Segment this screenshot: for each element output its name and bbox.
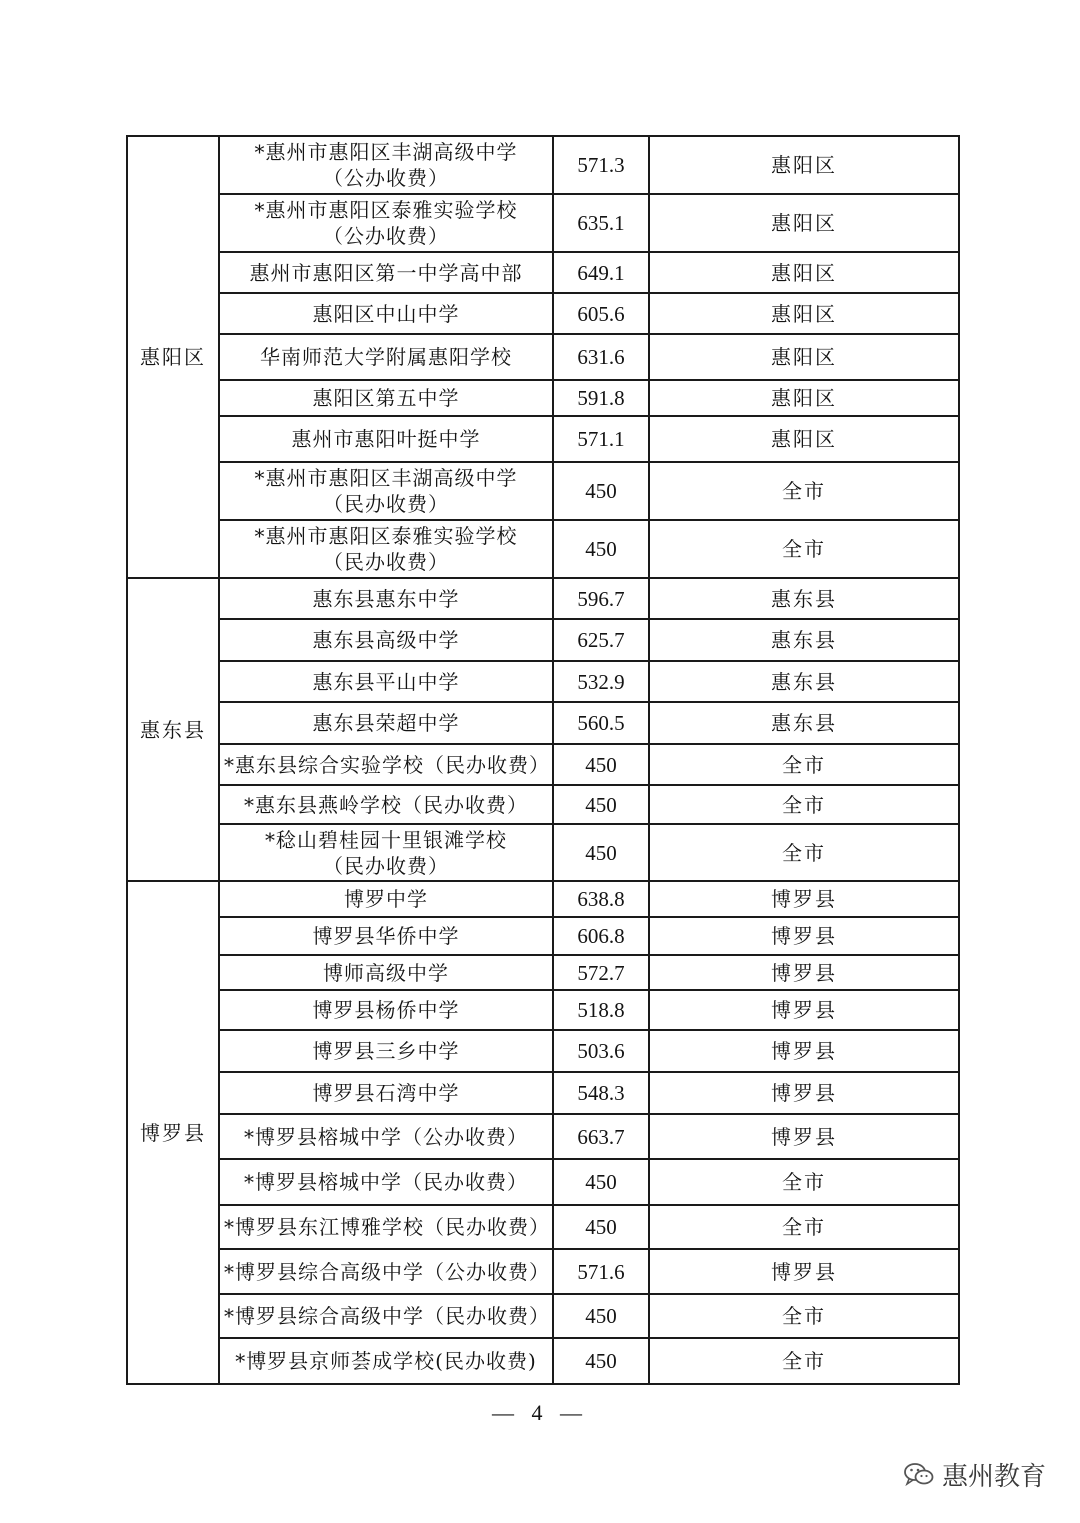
school-name-cell	[219, 619, 553, 661]
school-name-line: *博罗县榕城中学（民办收费）	[244, 1170, 528, 1194]
enrollment-area-cell: 全市	[649, 520, 959, 578]
cutoff-score-cell: 631.6	[553, 334, 649, 380]
school-name-cell	[219, 824, 553, 881]
school-name-cell	[219, 252, 553, 293]
enrollment-area-cell: 惠阳区	[649, 136, 959, 194]
school-name-line: *博罗县榕城中学（公办收费）	[244, 1124, 528, 1149]
school-name-cell	[219, 1030, 553, 1072]
school-name-line: 惠州市惠阳区第一中学高中部	[249, 260, 523, 285]
enrollment-area-cell: 惠阳区	[649, 334, 959, 380]
cutoff-score-cell: 596.7	[553, 578, 649, 619]
school-name-line: （公办收费）	[323, 224, 449, 248]
school-name-line: *博罗县综合高级中学（民办收费）	[224, 1304, 550, 1328]
school-name-cell	[219, 702, 553, 744]
cutoff-score-cell: 450	[553, 1159, 649, 1205]
school-name-cell	[219, 881, 553, 917]
enrollment-area-cell: 全市	[649, 1338, 959, 1384]
school-name-line: （民办收费）	[323, 853, 449, 878]
table-row	[127, 1072, 959, 1114]
enrollment-area-cell: 全市	[649, 1294, 959, 1338]
enrollment-area-cell: 博罗县	[649, 990, 959, 1030]
enrollment-area-cell: 博罗县	[649, 917, 959, 955]
page-number: — 4 —	[492, 1400, 588, 1425]
school-name-cell	[219, 462, 553, 520]
enrollment-area-cell: 全市	[649, 1205, 959, 1249]
cutoff-score-cell: 450	[553, 824, 649, 881]
cutoff-score-cell: 548.3	[553, 1072, 649, 1114]
district-cell: 博罗县	[127, 881, 219, 1384]
school-name-cell	[219, 1205, 553, 1249]
cutoff-score-cell: 450	[553, 1338, 649, 1384]
cutoff-score-cell: 532.9	[553, 661, 649, 702]
enrollment-area-cell: 全市	[649, 462, 959, 520]
cutoff-score-cell: 571.6	[553, 1249, 649, 1294]
school-name-line: 博罗县石湾中学	[312, 1081, 460, 1105]
school-name-line: 博罗县三乡中学	[312, 1039, 460, 1063]
school-name-line: （民办收费）	[323, 550, 449, 574]
district-cell: 惠阳区	[127, 136, 219, 578]
enrollment-area-cell: 博罗县	[649, 881, 959, 917]
school-name-line: （民办收费）	[323, 492, 449, 516]
table-row	[127, 293, 959, 334]
wechat-icon	[904, 1462, 934, 1488]
table-row	[127, 1205, 959, 1249]
table-row	[127, 462, 959, 520]
table-row	[127, 380, 959, 416]
school-name-line: 惠阳区第五中学	[312, 386, 460, 410]
school-name-line: 惠东县高级中学	[312, 628, 460, 652]
table-row	[127, 1159, 959, 1205]
school-name-line: *惠州市惠阳区丰湖高级中学	[254, 466, 518, 490]
table-row	[127, 136, 959, 194]
school-name-line: *惠州市惠阳区泰雅实验学校	[254, 524, 518, 548]
enrollment-area-cell: 博罗县	[649, 1072, 959, 1114]
cutoff-score-cell: 560.5	[553, 702, 649, 744]
cutoff-score-cell: 605.6	[553, 293, 649, 334]
admission-score-table	[126, 135, 960, 1385]
school-name-cell	[219, 1159, 553, 1205]
enrollment-area-cell: 惠阳区	[649, 416, 959, 462]
table-row	[127, 661, 959, 702]
table-row	[127, 1249, 959, 1294]
enrollment-area-cell: 惠东县	[649, 578, 959, 619]
school-name-line: 惠阳区中山中学	[312, 301, 460, 326]
school-name-line: 惠东县平山中学	[312, 669, 460, 694]
enrollment-area-cell: 全市	[649, 1159, 959, 1205]
school-name-line: *惠东县综合实验学校（民办收费）	[224, 752, 550, 777]
school-name-line: 博罗县杨侨中学	[312, 998, 460, 1022]
school-name-cell	[219, 520, 553, 578]
school-name-line: 惠东县惠东中学	[312, 586, 460, 611]
school-name-cell	[219, 293, 553, 334]
cutoff-score-cell: 450	[553, 1294, 649, 1338]
school-name-cell	[219, 334, 553, 380]
table-row	[127, 1294, 959, 1338]
enrollment-area-cell: 惠阳区	[649, 293, 959, 334]
school-name-cell	[219, 1294, 553, 1338]
watermark-text: 惠州教育	[942, 1462, 1047, 1492]
table-row	[127, 520, 959, 578]
school-name-cell	[219, 785, 553, 824]
cutoff-score-cell: 572.7	[553, 955, 649, 990]
school-name-line: *博罗县综合高级中学（公办收费）	[224, 1259, 550, 1284]
school-name-line: *惠州市惠阳区丰湖高级中学	[254, 140, 518, 164]
cutoff-score-cell: 450	[553, 520, 649, 578]
school-name-cell	[219, 194, 553, 252]
enrollment-area-cell: 惠阳区	[649, 252, 959, 293]
district-cell: 惠东县	[127, 578, 219, 881]
school-name-cell	[219, 661, 553, 702]
enrollment-area-cell: 惠东县	[649, 702, 959, 744]
school-name-line: 博罗中学	[344, 887, 428, 911]
school-name-cell	[219, 1114, 553, 1159]
table-row	[127, 990, 959, 1030]
school-name-cell	[219, 990, 553, 1030]
enrollment-area-cell: 博罗县	[649, 1030, 959, 1072]
cutoff-score-cell: 606.8	[553, 917, 649, 955]
cutoff-score-cell: 571.1	[553, 416, 649, 462]
table-row	[127, 917, 959, 955]
school-name-line: *博罗县东江博雅学校（民办收费）	[224, 1215, 550, 1239]
school-name-cell	[219, 917, 553, 955]
school-name-line: 博罗县华侨中学	[312, 924, 460, 948]
school-name-cell	[219, 578, 553, 619]
table-row	[127, 824, 959, 881]
cutoff-score-cell: 625.7	[553, 619, 649, 661]
table-row	[127, 1114, 959, 1159]
enrollment-area-cell: 惠阳区	[649, 194, 959, 252]
enrollment-area-cell: 博罗县	[649, 1114, 959, 1159]
table-row	[127, 744, 959, 785]
table-row	[127, 252, 959, 293]
cutoff-score-cell: 635.1	[553, 194, 649, 252]
enrollment-area-cell: 全市	[649, 824, 959, 881]
school-name-line: 惠州市惠阳叶挺中学	[291, 427, 481, 451]
enrollment-area-cell: 惠东县	[649, 619, 959, 661]
cutoff-score-cell: 450	[553, 785, 649, 824]
table-row	[127, 955, 959, 990]
school-name-line: 惠东县荣超中学	[312, 711, 460, 735]
enrollment-area-cell: 全市	[649, 744, 959, 785]
table-row	[127, 702, 959, 744]
cutoff-score-cell: 450	[553, 1205, 649, 1249]
cutoff-score-cell: 518.8	[553, 990, 649, 1030]
school-name-cell	[219, 955, 553, 990]
cutoff-score-cell: 663.7	[553, 1114, 649, 1159]
cutoff-score-cell: 450	[553, 462, 649, 520]
table-row	[127, 416, 959, 462]
enrollment-area-cell: 惠东县	[649, 661, 959, 702]
table-row	[127, 1338, 959, 1384]
table-row	[127, 334, 959, 380]
school-name-line: 华南师范大学附属惠阳学校	[260, 345, 512, 369]
school-name-cell	[219, 1338, 553, 1384]
school-name-cell	[219, 1072, 553, 1114]
school-name-cell	[219, 744, 553, 785]
cutoff-score-cell: 638.8	[553, 881, 649, 917]
school-name-line: *惠州市惠阳区泰雅实验学校	[254, 198, 518, 222]
cutoff-score-cell: 649.1	[553, 252, 649, 293]
table-row	[127, 619, 959, 661]
watermark	[904, 1456, 1046, 1493]
school-name-line: *惠东县燕岭学校（民办收费）	[244, 792, 528, 817]
school-name-cell	[219, 380, 553, 416]
enrollment-area-cell: 博罗县	[649, 955, 959, 990]
school-name-line: （公办收费）	[323, 166, 449, 190]
table-row	[127, 578, 959, 619]
cutoff-score-cell: 571.3	[553, 136, 649, 194]
table-row	[127, 194, 959, 252]
enrollment-area-cell: 博罗县	[649, 1249, 959, 1294]
table-row	[127, 881, 959, 917]
enrollment-area-cell: 全市	[649, 785, 959, 824]
school-name-cell	[219, 136, 553, 194]
school-name-line: *博罗县京师荟成学校(民办收费)	[235, 1349, 537, 1373]
enrollment-area-cell: 惠阳区	[649, 380, 959, 416]
cutoff-score-cell: 503.6	[553, 1030, 649, 1072]
cutoff-score-cell: 591.8	[553, 380, 649, 416]
school-name-line: 博师高级中学	[323, 960, 449, 985]
school-name-cell	[219, 416, 553, 462]
table-row	[127, 1030, 959, 1072]
school-name-cell	[219, 1249, 553, 1294]
table-row	[127, 785, 959, 824]
cutoff-score-cell: 450	[553, 744, 649, 785]
school-name-line: *稔山碧桂园十里银滩学校	[265, 827, 507, 852]
